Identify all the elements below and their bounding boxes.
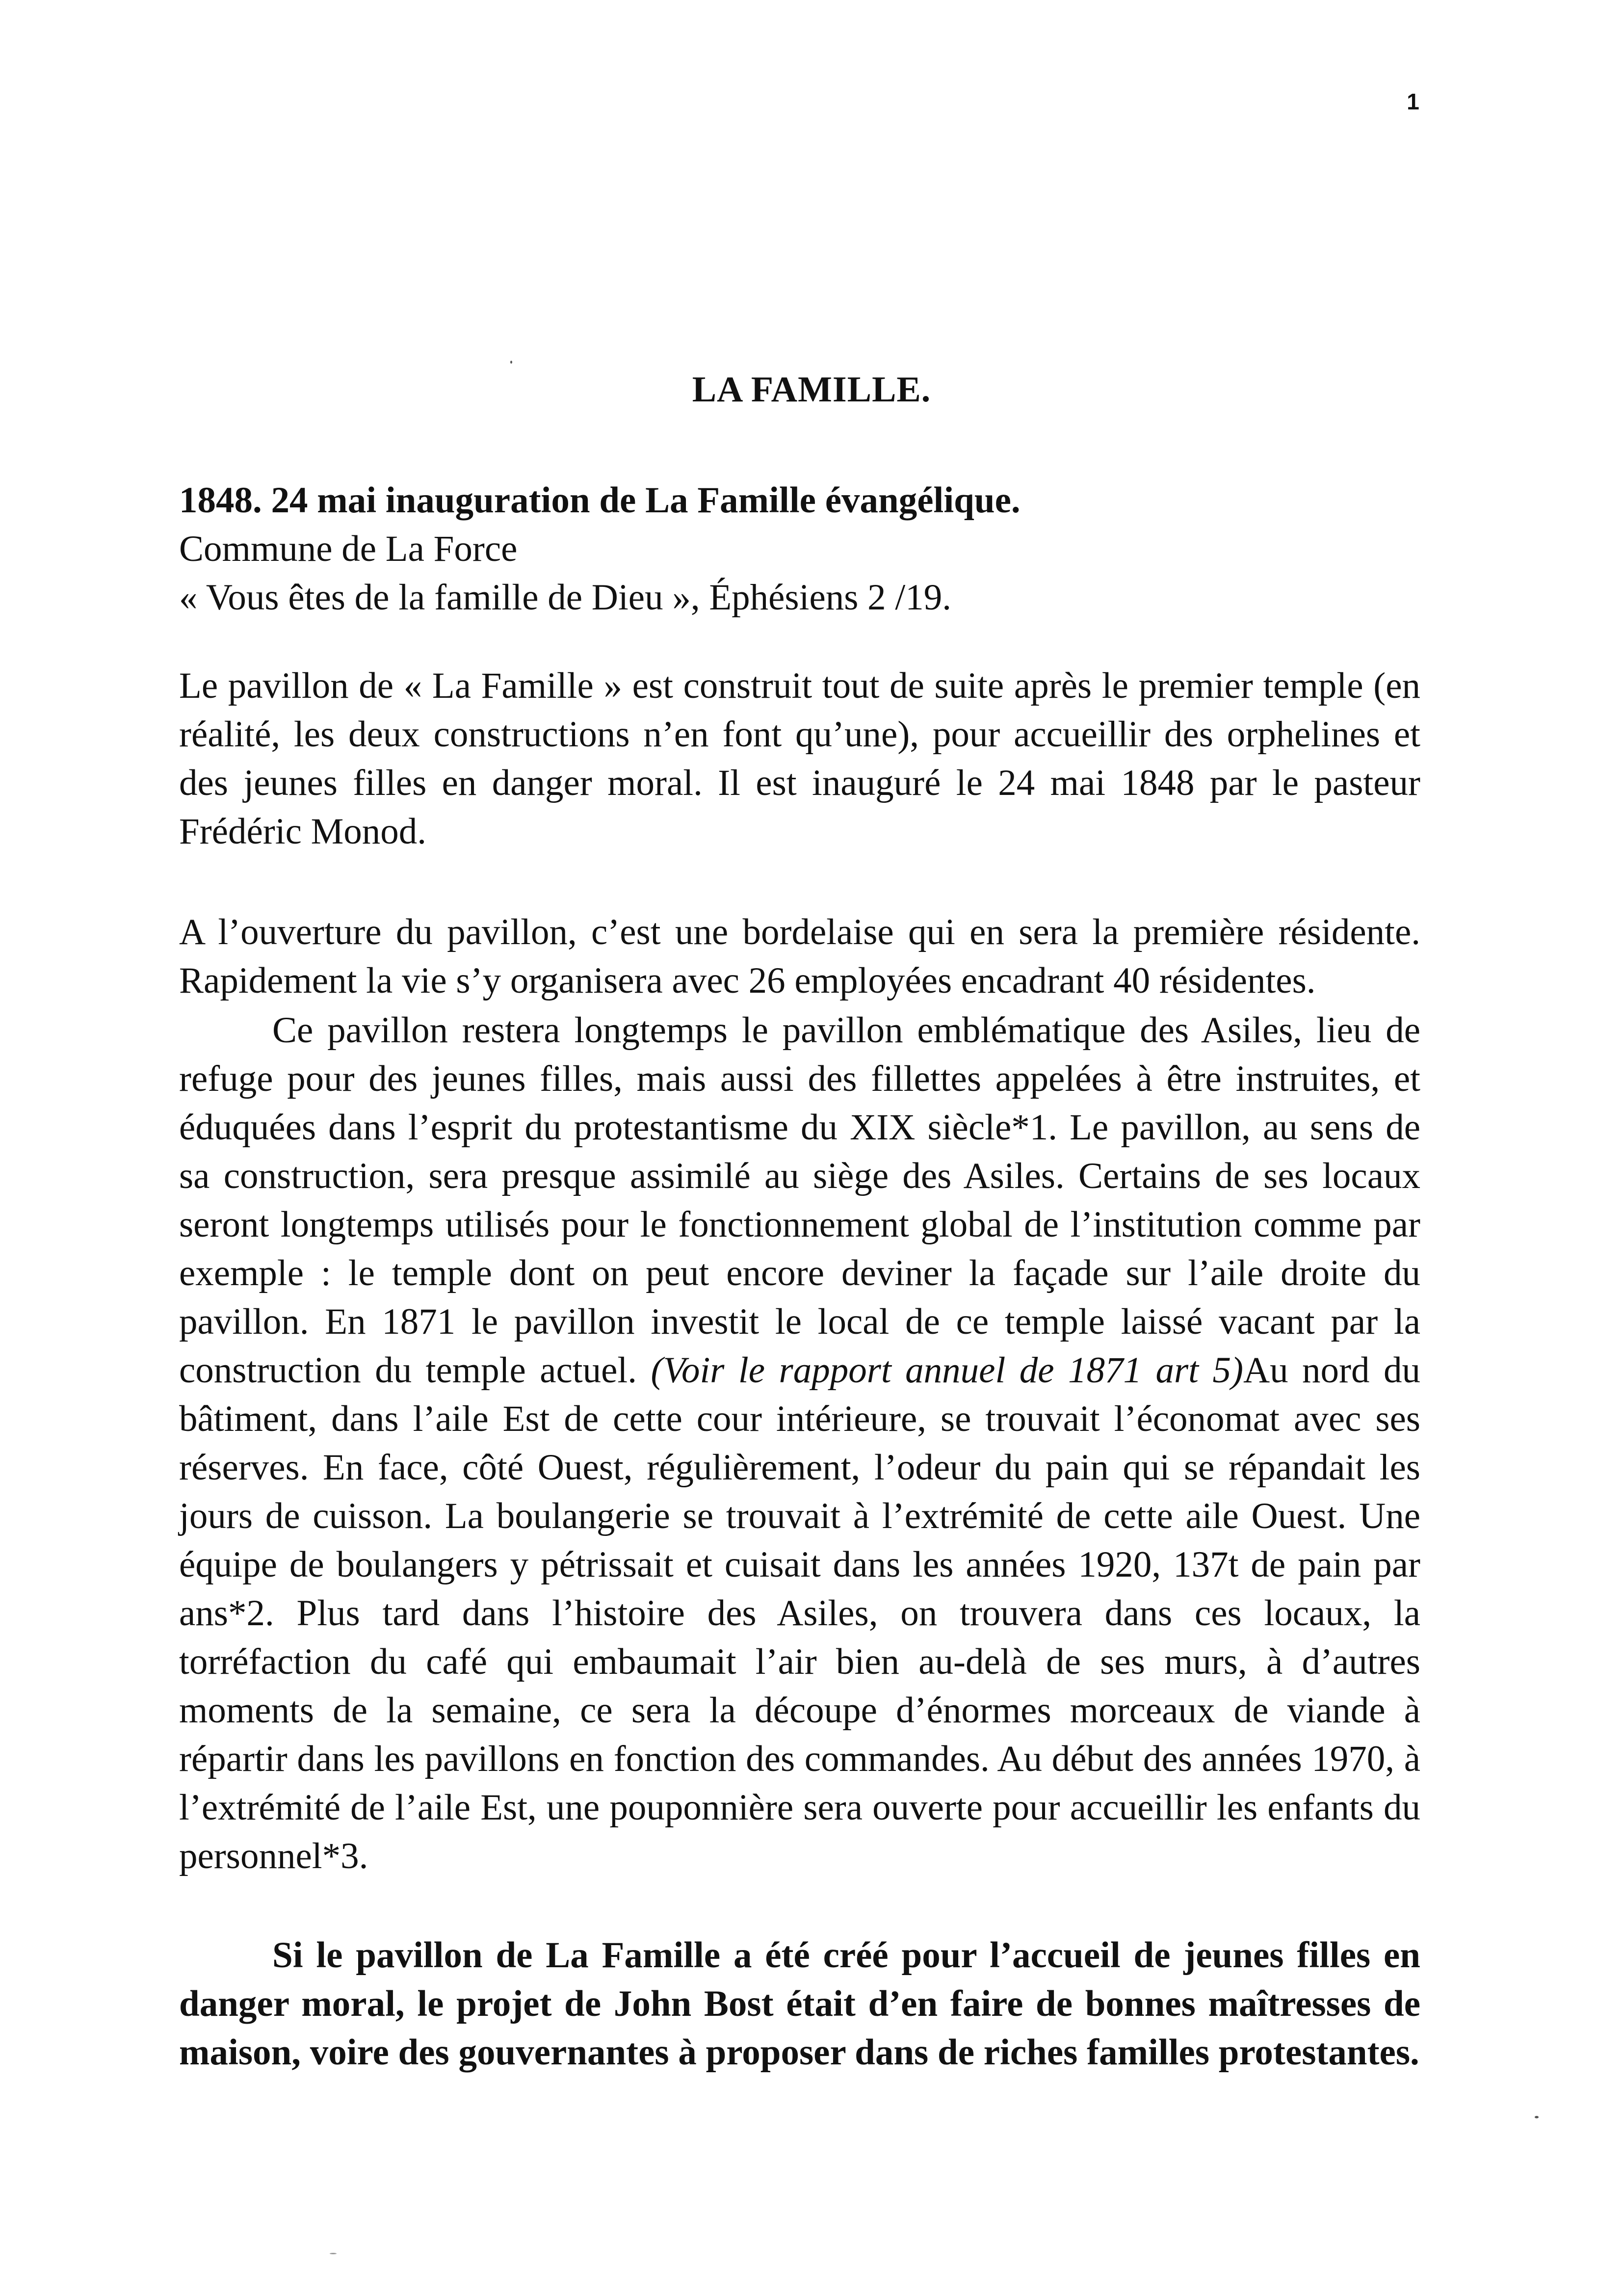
paragraph-history (179, 1006, 1420, 1880)
bible-quote: « Vous êtes de la famille de Dieu », Éphésiens 2 /19. (179, 577, 952, 618)
annual-report-reference: (Voir le rapport annuel de 1871 art 5) (651, 1350, 1243, 1391)
scan-speck (330, 2253, 337, 2254)
commune-line: Commune de La Force (179, 528, 518, 569)
paragraph-history-text-1: Ce pavillon restera longtemps le pavillon emblématique des Asiles, lieu de refuge pour des jeunes filles, mais aussi des fillettes appelées à être instruites, et éduquées dans l’esprit du protestantisme du XIX siècle*1. Le pavillon, au sens de sa construction, sera presque assimilé au siège des Asiles. Certains de ses locaux seront longtemps utilisés pour le fonctionnement global de l’institution comme par exemple : le temple dont on peut encore deviner la façade sur l’aile droite du pavillon. En 1871 le pavillon investit le local de ce temple laissé vacant par la construction du temple actuel. (179, 1010, 1420, 1391)
page-number: 1 (1407, 89, 1419, 114)
paragraph-purpose: Si le pavillon de La Famille a été créé pour l’accueil de jeunes filles en danger moral, le projet de John Bost était d’en faire de bonnes maîtresses de maison, voire des gouvernantes à proposer dans de riches familles protestantes. (179, 1935, 1420, 2073)
paragraph-opening: A l’ouverture du pavillon, c’est une bordelaise qui en sera la première résidente. Rapidement la vie s’y organisera avec 26 employées encadrant 40 résidentes. (179, 912, 1420, 1001)
page-title: LA FAMILLE. (692, 369, 931, 410)
section-heading: 1848. 24 mai inauguration de La Famille évangélique. (179, 480, 1021, 521)
paragraph-construction: Le pavillon de « La Famille » est construit tout de suite après le premier temple (en réalité, les deux constructions n’en font qu’une), pour accueillir des orphelines et des jeunes filles en danger moral. Il est inauguré le 24 mai 1848 par le pasteur Frédéric Monod. (179, 665, 1420, 852)
scan-speck (510, 361, 512, 364)
paragraph-history-text-2: Au nord du bâtiment, dans l’aile Est de cette cour intérieure, se trouvait l’économat avec ses réserves. En face, côté Ouest, régulièrement, l’odeur du pain qui se répandait les jours de cuisson. La boulangerie se trouvait à l’extrémité de cette aile Ouest. Une équipe de boulangers y pétrissait et cuisait dans les années 1920, 137t de pain par ans*2. Plus tard dans l’histoire des Asiles, on trouvera dans ces locaux, la torréfaction du café qui embaumait l’air bien au-delà de ses murs, à d’autres moments de la semaine, ce sera la découpe d’énormes morceaux de viande à répartir dans les pavillons en fonction des commandes. Au début des années 1970, à l’extrémité de l’aile Est, une pouponnière sera ouverte pour accueillir les enfants du personnel*3. (179, 1350, 1420, 1876)
scan-speck (1535, 2116, 1539, 2118)
